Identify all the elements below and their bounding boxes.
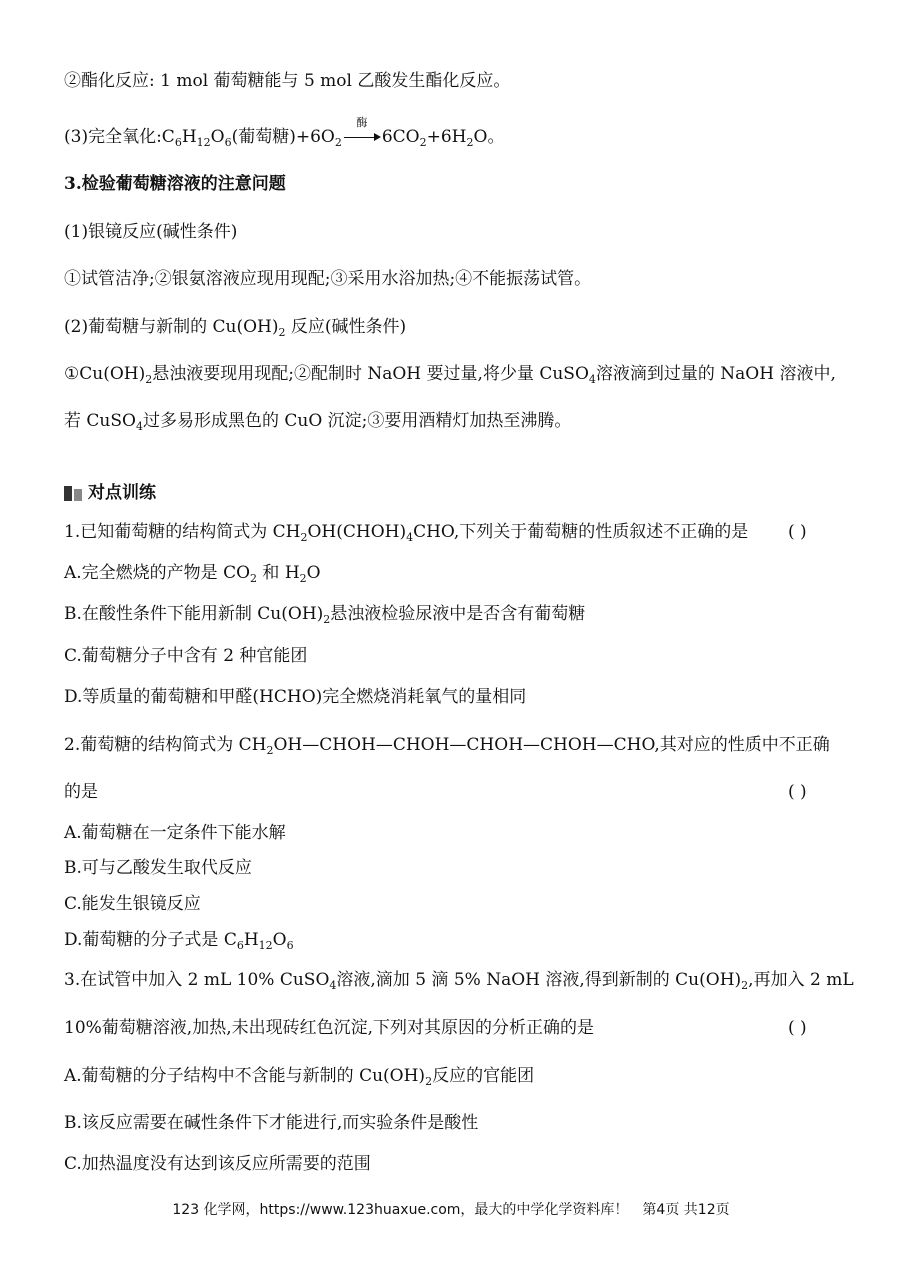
question-2-option-a: A.葡萄糖在一定条件下能水解: [64, 823, 286, 843]
question-1-option-c: C.葡萄糖分子中含有 2 种官能团: [64, 646, 308, 666]
question-2-stem: 2.葡萄糖的结构简式为 $CH_2OH—CHOH—CHOH—CHOH—CHOH—CHO$,其对应的性质中不正确: [64, 735, 830, 757]
question-1-option-d: D.等质量的葡萄糖和甲醛(HCHO)完全燃烧消耗氧气的量相同: [64, 687, 527, 707]
question-2-option-b: B.可与乙酸发生取代反应: [64, 858, 252, 878]
text-line-silver-notes: ①试管洁净;②银氨溶液应现用现配;③采用水浴加热;④不能振荡试管。: [64, 269, 592, 289]
question-1-option-a: A.完全燃烧的产物是 $CO_2$ 和 $H_2O$: [64, 563, 321, 585]
question-3-stem: 3.在试管中加入 2 mL 10% CuSO$_4$溶液,滴加 5 滴 5% NaOH 溶液,得到新制的 $Cu(OH)_2$,再加入 2 mL: [64, 970, 854, 992]
reaction-arrow-label: 酶: [356, 116, 368, 129]
heading-glucose-test: 3.检验葡萄糖溶液的注意问题: [64, 174, 286, 194]
question-1-stem: 1.已知葡萄糖的结构简式为 $CH_2OH(CHOH)_4CHO$,下列关于葡萄糖的性质叙述不正确的是: [64, 522, 749, 544]
text-line-cuso4-notes: 若 CuSO$_4$过多易形成黑色的 CuO 沉淀;③要用酒精灯加热至沸腾。: [64, 411, 572, 433]
section-bar-icon: [64, 486, 82, 501]
text-line-silver-mirror: (1)银镜反应(碱性条件): [64, 222, 238, 242]
question-3-option-a: A.葡萄糖的分子结构中不含能与新制的 $Cu(OH)_2$反应的官能团: [64, 1066, 535, 1088]
text-line-cuoh2-notes: $①Cu(OH)_2$悬浊液要现用现配;②配制时 NaOH 要过量,将少量 CuSO$_4$溶液滴到过量的 NaOH 溶液中,: [64, 364, 836, 386]
text-line-oxidation-equation: (3)完全氧化$:C_6H_{12}O_6$(葡萄糖)$+6O_2$ 酶 $6CO_2+6H_2O$。: [64, 126, 504, 148]
question-1-option-b: B.在酸性条件下能用新制 $Cu(OH)_2$悬浊液检验尿液中是否含有葡萄糖: [64, 604, 586, 626]
page-footer: 123 化学网，https://www.123huaxue.com，最大的中学化学资料库！ 第4页 共12页: [172, 1202, 730, 1218]
question-3-option-b: B.该反应需要在碱性条件下才能进行,而实验条件是酸性: [64, 1113, 479, 1133]
question-3-answer-blank: ( ): [788, 1018, 807, 1038]
text-line-esterification: ②酯化反应: 1 mol 葡萄糖能与 5 mol 乙酸发生酯化反应。: [64, 71, 511, 91]
question-2-stem-continued: 的是: [64, 782, 98, 802]
question-2-answer-blank: ( ): [788, 782, 807, 802]
question-2-option-d: D.葡萄糖的分子式是 $C_6H_{12}O_6$: [64, 930, 294, 952]
section-title: 对点训练: [88, 483, 156, 503]
reaction-arrow: [342, 116, 382, 148]
question-3-stem-continued: 10%葡萄糖溶液,加热,未出现砖红色沉淀,下列对其原因的分析正确的是: [64, 1018, 594, 1038]
text-line-cuoh2-reaction: (2)葡萄糖与新制的 $Cu(OH)_2$ 反应(碱性条件): [64, 317, 407, 339]
question-2-option-c: C.能发生银镜反应: [64, 894, 201, 914]
arrow-right-icon: [374, 133, 381, 141]
question-1-answer-blank: ( ): [788, 522, 807, 542]
question-3-option-c: C.加热温度没有达到该反应所需要的范围: [64, 1154, 371, 1174]
